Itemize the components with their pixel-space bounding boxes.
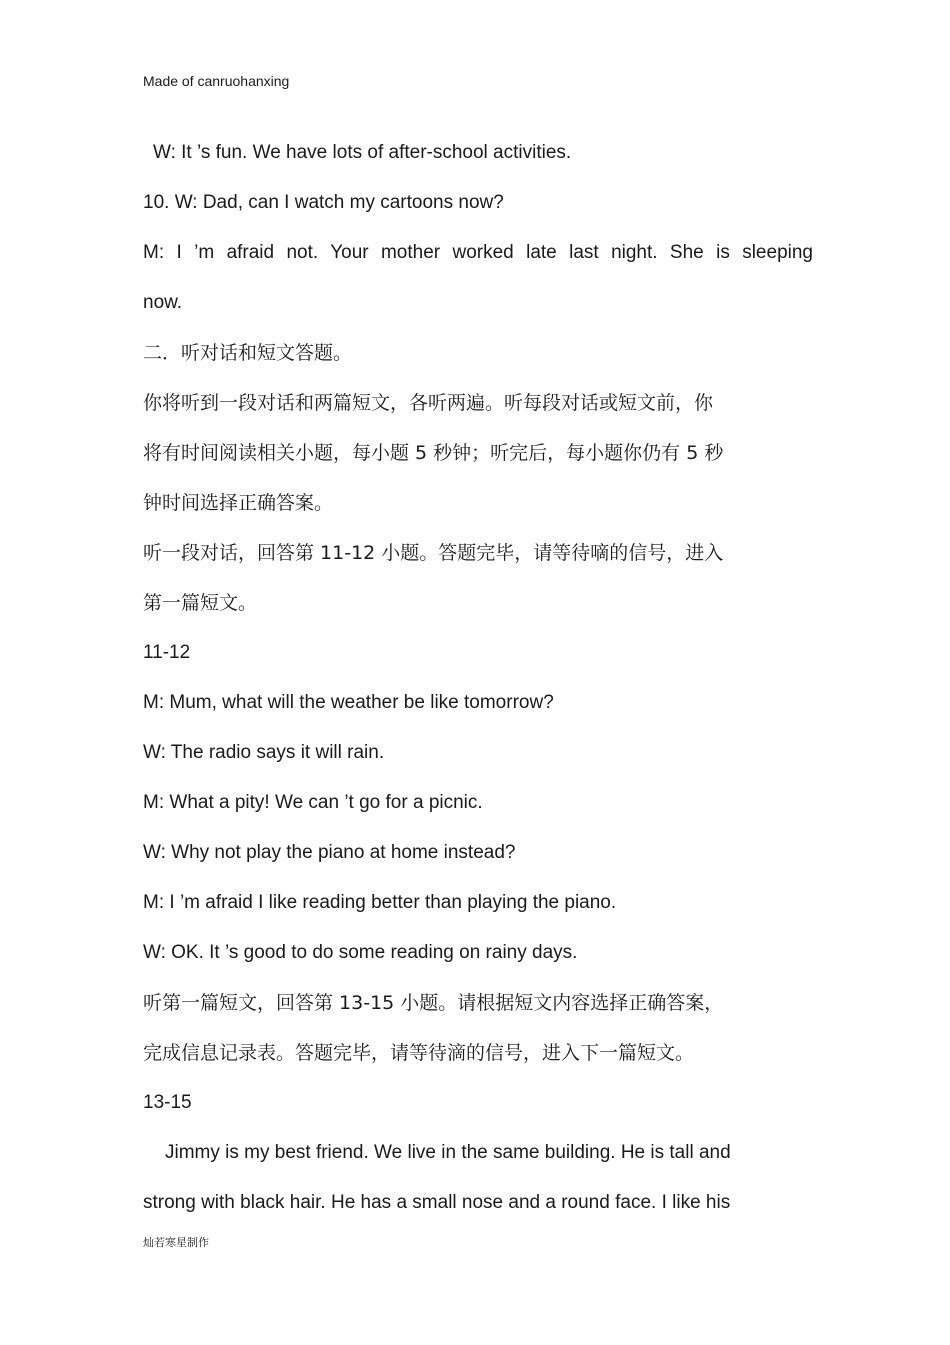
text-line: now.	[143, 292, 183, 313]
question-range: 13-15	[143, 1092, 192, 1113]
text-line: M: What a pity! We can ’t go for a picnic.	[143, 792, 483, 813]
header-note: Made of canruohanxing	[143, 73, 290, 89]
text-line: W: The radio says it will rain.	[143, 742, 385, 763]
text-line: 10. W: Dad, can I watch my cartoons now?	[143, 192, 504, 213]
text-line: 将有时间阅读相关小题，每小题 5 秒钟；听完后，每小题你仍有 5 秒	[143, 442, 724, 464]
text-line: strong with black hair. He has a small nose and a round face. I like his	[143, 1192, 731, 1213]
text-line: M: Mum, what will the weather be like tomorrow?	[143, 692, 554, 713]
text-line: 听一段对话，回答第 11-12 小题。答题完毕，请等待嘀的信号，进入	[143, 542, 724, 564]
text-line: W: It ’s fun. We have lots of after-school activities.	[153, 142, 572, 163]
text-line: 听第一篇短文，回答第 13-15 小题。请根据短文内容选择正确答案，	[143, 992, 724, 1014]
text-line: 第一篇短文。	[143, 592, 258, 614]
section-heading: 二．听对话和短文答题。	[143, 342, 353, 364]
question-range: 11-12	[143, 642, 191, 663]
text-line: 完成信息记录表。答题完毕，请等待滴的信号，进入下一篇短文。	[143, 1042, 695, 1064]
text-line: M: I ’m afraid I like reading better than playing the piano.	[143, 892, 617, 913]
text-line: W: OK. It ’s good to do some reading on rainy days.	[143, 942, 578, 963]
document-body	[143, 128, 813, 1228]
footer-note: 灿若寒星制作	[143, 1236, 209, 1249]
text-line: 你将听到一段对话和两篇短文，各听两遍。听每段对话或短文前，你	[143, 392, 714, 414]
text-line: M: I ’m afraid not. Your mother worked late last night. She is sleeping	[143, 242, 813, 263]
text-line: Jimmy is my best friend. We live in the same building. He is tall and	[165, 1142, 731, 1163]
text-line: 钟时间选择正确答案。	[143, 492, 334, 514]
text-line: W: Why not play the piano at home instead?	[143, 842, 516, 863]
